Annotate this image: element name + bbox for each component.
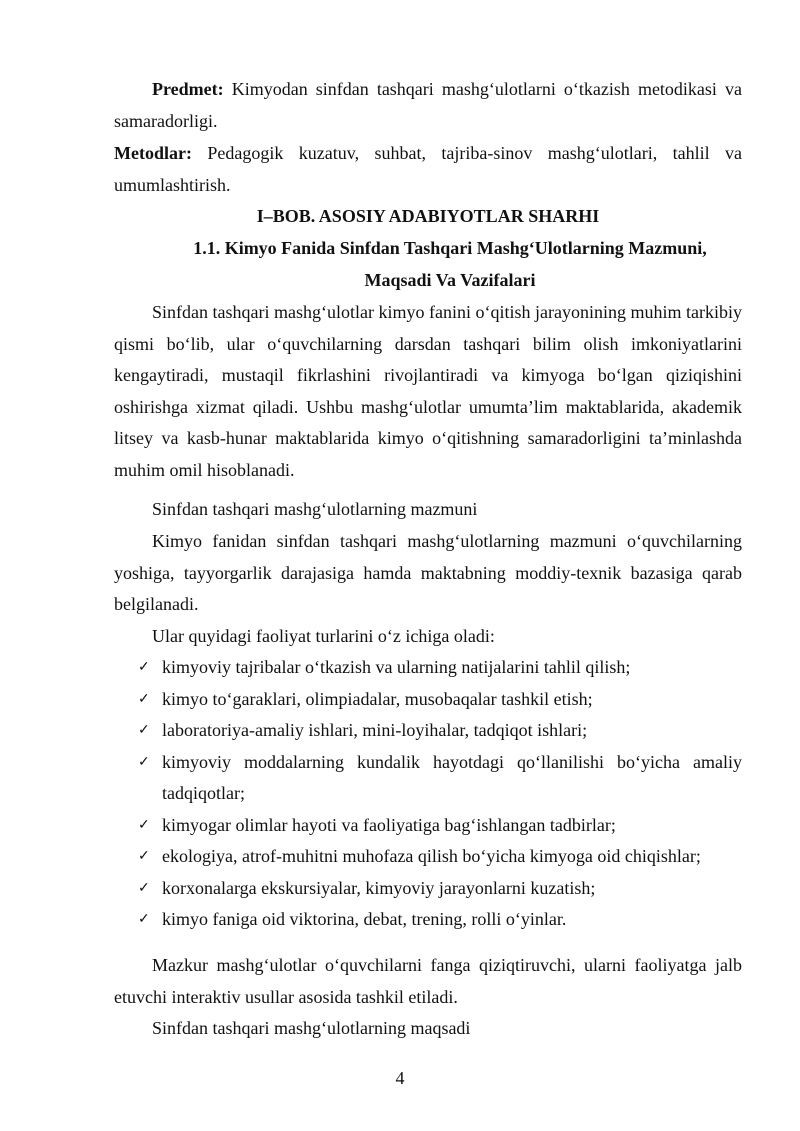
chapter-title: I–BOB. ASOSIY ADABIYOTLAR SHARHI — [256, 206, 600, 226]
list-item: ✓ kimyoviy tajribalar o‘tkazish va ularning natijalarini tahlil qilish; — [114, 652, 742, 684]
checkmark-icon: ✓ — [138, 691, 150, 707]
predmet-paragraph — [114, 74, 742, 137]
list-item: ✓ kimyo to‘garaklari, olimpiadalar, musobaqalar tashkil etish; — [114, 684, 742, 716]
metodlar-label: Metodlar: — [114, 143, 192, 163]
list-item: ✓ laboratoriya-amaliy ishlari, mini-loyihalar, tadqiqot ishlari; — [114, 715, 742, 747]
list-item: ✓ ekologiya, atrof-muhitni muhofaza qilish bo‘yicha kimyoga oid chiqishlar; — [114, 841, 742, 873]
activity-list — [114, 652, 742, 936]
paragraph-mazmuni: Kimyo fanidan sinfdan tashqari mashg‘ulotlarning mazmuni o‘quvchilarning yoshiga, tayyorgarlik darajasiga hamda maktabning moddiy-texnik bazasiga qarab belgilanadi. — [114, 531, 742, 614]
checkmark-icon: ✓ — [138, 817, 150, 833]
page-number: 4 — [395, 1068, 405, 1088]
metodlar-paragraph — [114, 138, 742, 201]
paragraph-interactive: Mazkur mashg‘ulotlar o‘quvchilarni fanga qiziqtiruvchi, ularni faoliyatga jalb etuvchi interaktiv usullar asosida tashkil etiladi. — [114, 955, 742, 1007]
checkmark-icon: ✓ — [138, 660, 150, 675]
checkmark-icon: ✓ — [138, 912, 150, 927]
paragraph-intro: Sinfdan tashqari mashg‘ulotlar kimyo fanini o‘qitish jarayonining muhim tarkibiy qismi bo‘lib, ular o‘quvchilarning darsdan tashqari bilim olish imkoniyatlarini kengaytiradi, mustaqil fikrlashini rivojlantiradi va kimyoga bo‘lgan qiziqishini oshirishga xizmat qiladi. Ushbu mashg‘ulotlar umumta’lim maktablarida, akademik litsey va kasb-hunar maktablarida kimyo o‘qitishning samaradorligini ta’minlashda muhim omil hisoblanadi. — [114, 302, 742, 480]
checkmark-icon: ✓ — [138, 754, 150, 770]
list-item: ✓ korxonalarga ekskursiyalar, kimyoviy jarayonlarni kuzatish; — [114, 873, 742, 905]
predmet-label: Predmet: — [152, 79, 224, 99]
checkmark-icon: ✓ — [138, 880, 150, 896]
list-item: ✓ kimyogar olimlar hayoti va faoliyatiga bag‘ishlangan tadbirlar; — [114, 810, 742, 842]
list-item: ✓ kimyo faniga oid viktorina, debat, trening, rolli o‘yinlar. — [114, 904, 742, 936]
subheading-mazmuni: Sinfdan tashqari mashg‘ulotlarning mazmuni — [152, 499, 478, 519]
section-title: 1.1. Kimyo Fanida Sinfdan Tashqari Mashg‘Ulotlarning Mazmuni, Maqsadi Va Vazifalari — [193, 238, 707, 290]
checkmark-icon: ✓ — [138, 723, 150, 738]
predmet-text: Kimyodan sinfdan tashqari mashg‘ulotlarni o‘tkazish metodikasi va samaradorligi. — [114, 79, 742, 131]
list-item: ✓ kimyoviy moddalarning kundalik hayotdagi qo‘llanilishi bo‘yicha amaliy tadqiqotlar; — [114, 747, 742, 810]
metodlar-text: Pedagogik kuzatuv, suhbat, tajriba-sinov mashg‘ulotlari, tahlil va umumlashtirish. — [114, 143, 742, 195]
checkmark-icon: ✓ — [138, 849, 150, 864]
subheading-maqsadi: Sinfdan tashqari mashg‘ulotlarning maqsadi — [152, 1018, 471, 1038]
paragraph-activities-intro: Ular quyidagi faoliyat turlarini o‘z ichiga oladi: — [152, 626, 495, 646]
